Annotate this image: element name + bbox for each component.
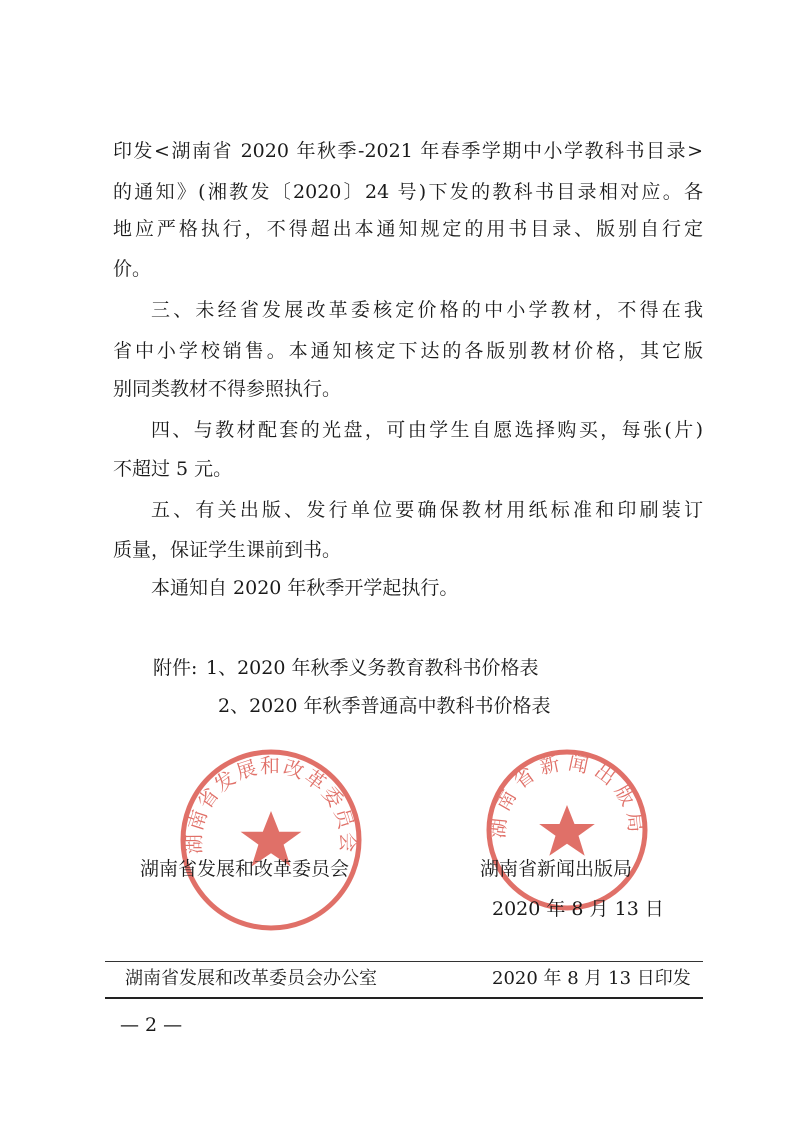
body-line: 五、有关出版、发行单位要确保教材用纸标准和印刷装订 [151, 499, 703, 521]
seal-text: 湖南省新闻出版局 [485, 750, 649, 840]
seal-text: 湖南省发展和改革委员会 [181, 753, 361, 855]
page-number: — 2 — [120, 1014, 183, 1036]
body-line: 别同类教材不得参照执行。 [113, 378, 342, 400]
signature-right-org: 湖南省新闻出版局 [480, 858, 633, 880]
body-line: 不超过 5 元。 [113, 458, 233, 480]
body-line: 本通知自 2020 年秋季开学起执行。 [151, 577, 459, 599]
right-official-seal [482, 745, 652, 915]
left-official-seal [176, 745, 366, 935]
footer-bottom-rule [105, 997, 703, 999]
body-line: 质量，保证学生课前到书。 [113, 539, 342, 561]
attachment-item: 1、2020 年秋季义务教育教科书价格表 [206, 657, 539, 679]
star-icon [539, 805, 595, 856]
body-line: 的通知》(湘教发〔2020〕24 号)下发的教科书目录相对应。各 [113, 181, 703, 203]
footer-issue-date: 2020 年 8 月 13 日印发 [492, 968, 691, 989]
body-line: 印发<湖南省 2020 年秋季-2021 年春季学期中小学教科书目录> [113, 140, 703, 162]
body-line: 价。 [113, 258, 152, 280]
body-line: 四、与教材配套的光盘，可由学生自愿选择购买，每张(片) [151, 419, 703, 441]
attachments-label: 附件: [153, 657, 198, 679]
signature-date: 2020 年 8 月 13 日 [492, 898, 664, 920]
footer-top-rule [105, 961, 703, 962]
body-line: 省中小学校销售。本通知核定下达的各版别教材价格，其它版 [113, 340, 703, 362]
body-line: 三、未经省发展改革委核定价格的中小学教材，不得在我 [151, 299, 703, 321]
signature-left-org: 湖南省发展和改革委员会 [140, 858, 350, 880]
footer-issuer: 湖南省发展和改革委员会办公室 [125, 968, 377, 989]
body-line: 地应严格执行，不得超出本通知规定的用书目录、版别自行定 [113, 218, 703, 240]
attachment-item: 2、2020 年秋季普通高中教科书价格表 [218, 695, 551, 717]
